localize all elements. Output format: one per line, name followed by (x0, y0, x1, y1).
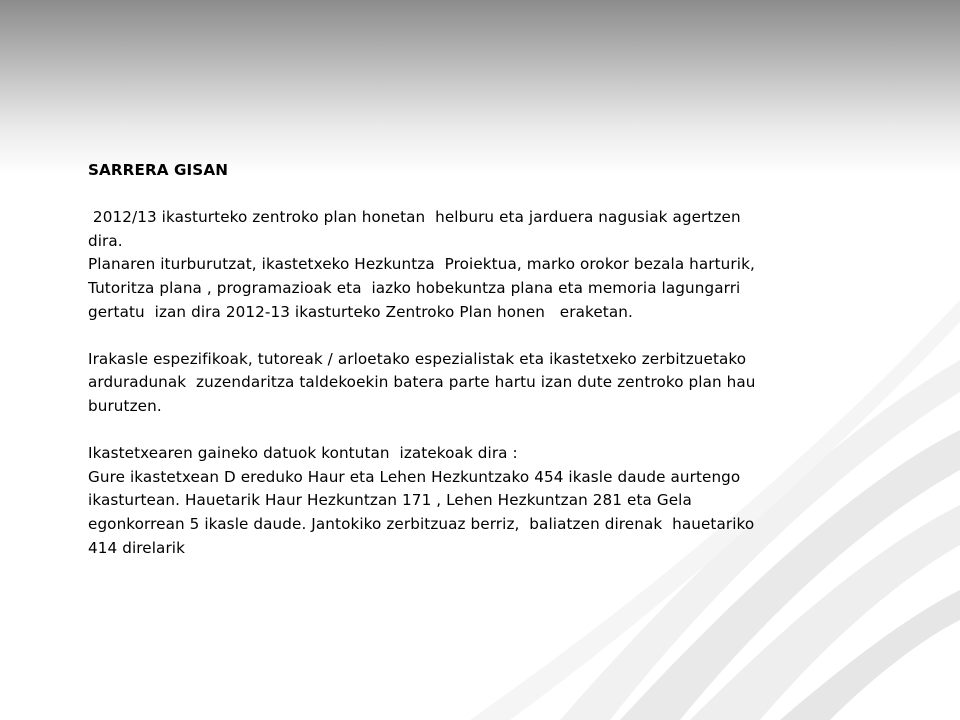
text-line: Planaren iturburutzat, ikastetxeko Hezkuntza Proiektua, marko orokor bezala harturik, (88, 255, 755, 274)
text-line: 2012/13 ikasturteko zentroko plan honetan helburu eta jarduera nagusiak agertzen (88, 208, 741, 227)
text-line: Gure ikastetxean D ereduko Haur eta Lehen Hezkuntzako 454 ikasle daude aurtengo (88, 467, 741, 486)
text-line: arduradunak zuzendaritza taldekoekin batera parte hartu izan dute zentroko plan hau (88, 373, 756, 392)
text-line: Tutoritza plana , programazioak eta iazko hobekuntza plana eta memoria lagungarri (88, 278, 741, 297)
spacer (88, 183, 888, 207)
text-line: ikasturtean. Hauetarik Haur Hezkuntzan 171 , Lehen Hezkuntzan 281 eta Gela (88, 491, 692, 510)
text-line: egonkorrean 5 ikasle daude. Jantokiko zerbitzuaz berriz, baliatzen direnak hauetariko (88, 514, 755, 533)
text-line: burutzen. (88, 396, 162, 415)
text-line: 414 direlarik (88, 538, 186, 557)
text-line: dira. (88, 231, 123, 250)
paragraph-lines (88, 206, 888, 560)
text-line: gertatu izan dira 2012-13 ikasturteko Zentroko Plan honen eraketan. (88, 302, 633, 321)
slide-body (88, 159, 888, 560)
text-line: Ikastetxearen gaineko datuok kontutan izatekoak dira : (88, 444, 518, 463)
spacer (88, 419, 888, 443)
slide-title: SARRERA GISAN (88, 161, 229, 179)
spacer (88, 324, 888, 348)
text-line: Irakasle espezifikoak, tutoreak / arloetako espezialistak eta ikastetxeko zerbitzuetako (88, 349, 747, 368)
